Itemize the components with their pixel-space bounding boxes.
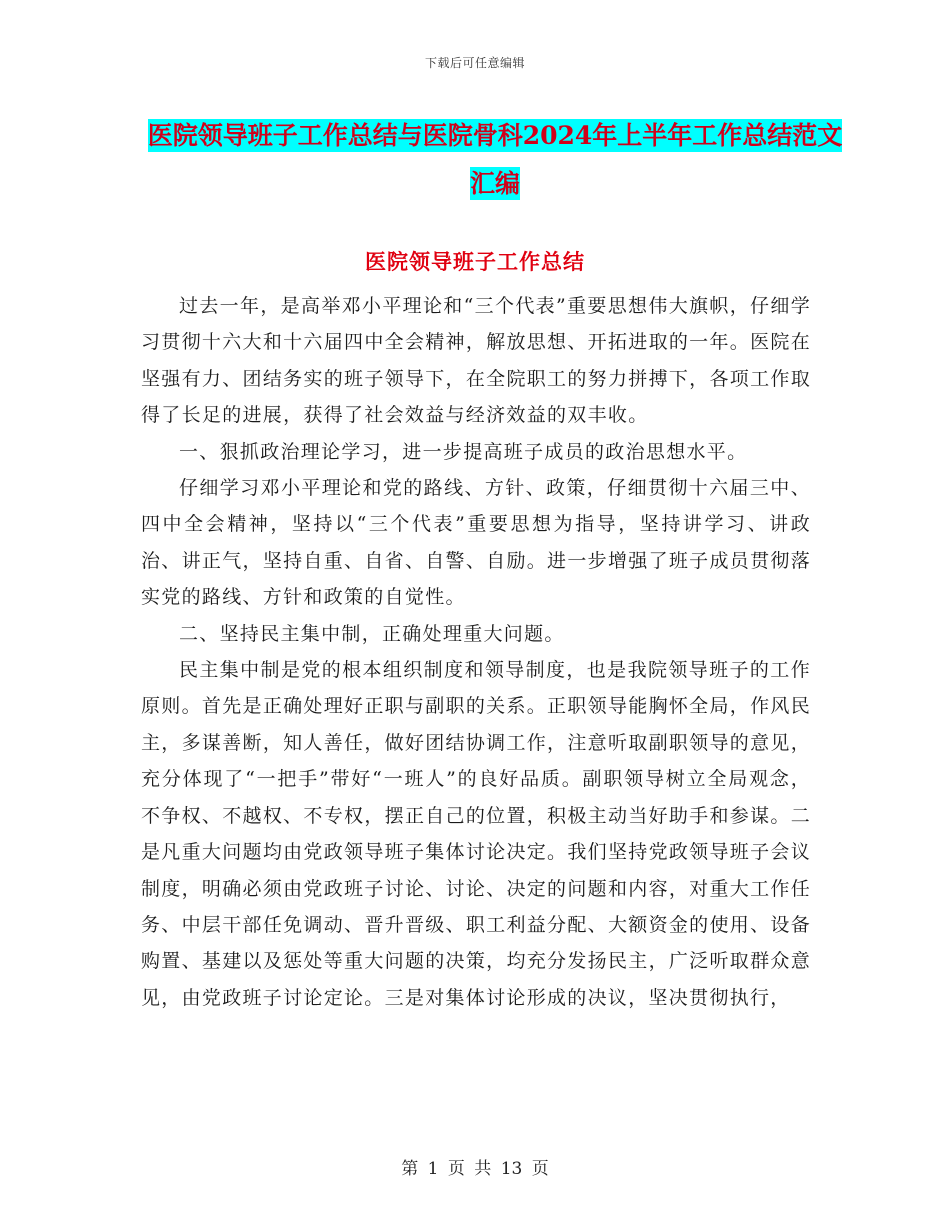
paragraph: 仔细学习邓小平理论和党的路线、方针、政策，仔细贯彻十六届三中、四中全会精神，坚持以“三个代表”重要思想为指导，坚持讲学习、讲政治、讲正气，坚持自重、自省、自警、自励。进一步增强了班子成员贯彻落实党的路线、方针和政策的自觉性。 [141,477,811,609]
paragraph: 民主集中制是党的根本组织制度和领导制度，也是我院领导班子的工作原则。首先是正确处理好正职与副职的关系。正职领导能胸怀全局，作风民主，多谋善断，知人善任，做好团结协调工作，注意听取副职领导的意见，充分体现了“一把手”带好“一班人”的良好品质。副职领导树立全局观念，不争权、不越权、不专权，摆正自己的位置，积极主动当好助手和参谋。二是凡重大问题均由党政领导班子集体讨论决定。我们坚持党政领导班子会议制度，明确必须由党政班子讨论、讨论、决定的问题和内容，对重大工作任务、中层干部任免调动、晋升晋级、职工利益分配、大额资金的使用、设备购置、基建以及惩处等重大问题的决策，均充分发扬民主，广泛听取群众意见，由党政班子讨论定论。三是对集体讨论形成的决议，坚决贯彻执行， [141,659,811,1009]
page-number-footer: 第 1 页 共 13 页 [401,1159,549,1179]
document-title [140,112,850,208]
paragraph: 过去一年，是高举邓小平理论和“三个代表”重要思想伟大旗帜，仔细学习贯彻十六大和十六届四中全会精神，解放思想、开拓进取的一年。医院在坚强有力、团结务实的班子领导下，在全院职工的努力拼搏下，各项工作取得了长足的进展，获得了社会效益与经济效益的双丰收。 [141,295,811,427]
paragraph: 一、狠抓政治理论学习，进一步提高班子成员的政治思想水平。 [179,440,748,463]
paragraph: 二、坚持民主集中制，正确处理重大问题。 [179,622,565,645]
document-body [141,288,811,1016]
document-title-text: 医院领导班子工作总结与医院骨科2024年上半年工作总结范文汇编 [147,121,843,198]
section-title: 医院领导班子工作总结 [365,249,585,274]
header-note: 下载后可任意编辑 [424,56,525,70]
